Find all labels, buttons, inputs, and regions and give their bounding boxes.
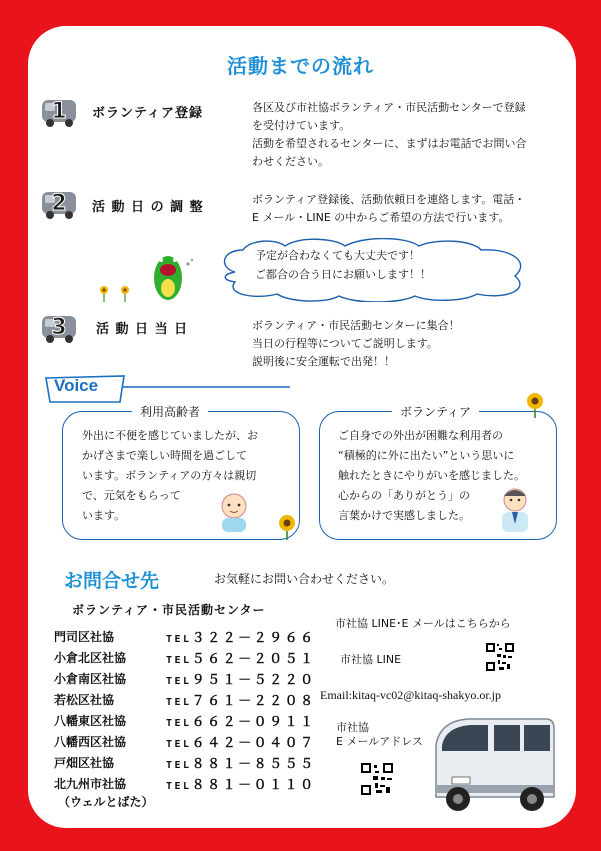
voice-user-title: 利用高齢者 [132, 403, 208, 420]
step-2-text: ボランティア登録後、活動依頼日を連絡します。電話・ E メール・LINE の中からご希望の方法で行います。 [252, 193, 526, 224]
elderly-person-illustration [212, 490, 256, 534]
office-tel[interactable]: TEL５６２－２０５１ [166, 652, 316, 667]
mascot-illustration [96, 246, 196, 304]
office-tel[interactable]: TEL６６２－０９１１ [166, 715, 316, 730]
sunflower-icon [276, 514, 298, 540]
contact-title: お問合せ先 [64, 570, 160, 592]
line-email-heading: 市社協 LINE･E メールはこちらから [335, 617, 511, 630]
sunflower-icon [524, 392, 546, 418]
email-address[interactable]: Email:kitaq-vc02@kitaq-shakyo.or.jp [320, 688, 502, 702]
voice-volunteer-title: ボランティア [392, 403, 479, 420]
step-1-text: 各区及び市社協ボランティア・市民活動センターで登録 を受付けています。 活動を希望されるセンターに、まずはお電話でお問い合 わせください。 [252, 101, 527, 168]
office-name: 門司区社協 [54, 630, 115, 644]
office-name: 戸畑区社協 [54, 756, 115, 770]
step-2-label: 活 動 日 の 調 整 [92, 200, 204, 215]
office-name: 八幡西区社協 [54, 735, 127, 749]
line-qr-code-icon[interactable] [485, 642, 515, 672]
line-label: 市社協 LINE [340, 653, 402, 666]
step-2-icon [40, 186, 78, 220]
step-1-number: 1 [51, 99, 67, 124]
office-tel[interactable]: TEL６４２－０４０７ [166, 736, 316, 751]
email-label: 市社協 E メールアドレス [336, 721, 423, 748]
office-name: 若松区社協 [54, 693, 115, 707]
step-3-text: ボランティア・市民活動センターに集合！ 当日の行程等についてご説明します。 説明後に安全運転で出発！！ [252, 319, 460, 368]
voice-volunteer-text: ご自身での外出が困難な利用者の “積極的に外に出たい”という思いに 触れたときにやりがいを感じました。 心からの「ありがとう」の 言葉かけで実感しました。 [338, 429, 525, 522]
contact-subtitle: お気軽にお問い合わせください。 [214, 572, 395, 586]
step-2-number: 2 [51, 191, 67, 216]
voice-tag: Voice [54, 376, 99, 395]
step-3-number: 3 [51, 315, 67, 340]
email-qr-code-icon[interactable] [360, 762, 394, 796]
page-title: 活動までの流れ [227, 54, 374, 78]
voice-user-text: 外出に不便を感じていましたが、お かげさまで楽しい時間を過ごして います。ボランティアの方々は親切 で、元気をもらって います。 [82, 429, 258, 522]
office-tel[interactable]: TEL７６１－２２０８ [166, 694, 316, 709]
office-tel[interactable]: TEL８８１－８５５５ [166, 757, 316, 772]
office-tel[interactable]: TEL３２２－２９６６ [166, 631, 316, 646]
step-3-icon [40, 310, 78, 344]
step-1-label: ボランティア登録 [92, 106, 203, 121]
step-3-label: 活 動 日 当 日 [96, 322, 189, 337]
office-name: 八幡東区社協 [54, 714, 127, 728]
step-1-icon [40, 94, 78, 128]
van-illustration [428, 715, 558, 815]
office-note: （ウェルとばた） [58, 795, 154, 809]
voice-underline [122, 385, 290, 389]
office-name: 北九州市社協 [54, 777, 127, 791]
office-name: 小倉北区社協 [54, 651, 127, 665]
office-tel[interactable]: TEL８８１－０１１０ [166, 778, 316, 793]
center-name: ボランティア・市民活動センター [72, 603, 266, 617]
volunteer-person-illustration [490, 484, 540, 534]
speech-text: 予定が合わなくても大丈夫です！ ご都合の合う日にお願いします！！ [255, 249, 431, 281]
office-tel[interactable]: TEL９５１－５２２０ [166, 673, 316, 688]
office-name: 小倉南区社協 [54, 672, 127, 686]
